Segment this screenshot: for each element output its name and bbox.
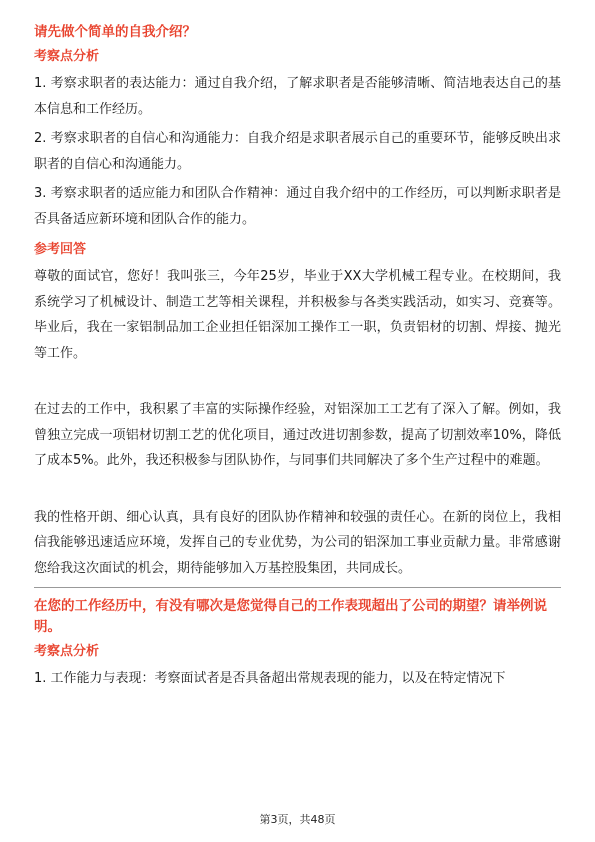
- answer-paragraph: 尊敬的面试官，您好！我叫张三，今年25岁，毕业于XX大学机械工程专业。在校期间，我系统学习了机械设计、制造工艺等相关课程，并积极参与各类实践活动，如实习、竞赛等。毕业后，我在一家铝制品加工企业担任铝深加工操作工一职，负责铝材的切割、焊接、抛光等工作。: [34, 269, 561, 361]
- answer-paragraph: 我的性格开朗、细心认真，具有良好的团队协作精神和较强的责任心。在新的岗位上，我相信我能够迅速适应环境，发挥自己的专业优势，为公司的铝深加工事业贡献力量。非常感谢您给我这次面试的机会，期待能够加入万基控股集团，共同成长。: [34, 509, 561, 576]
- analysis-item: 1. 工作能力与表现：考察面试者是否具备超出常规表现的能力，以及在特定情况下: [34, 671, 506, 686]
- question-title: 请先做个简单的自我介绍？: [34, 24, 196, 40]
- answer-paragraph: 在过去的工作中，我积累了丰富的实际操作经验，对铝深加工工艺有了深入了解。例如，我曾独立完成一项铝材切割工艺的优化项目，通过改进切割参数，提高了切割效率10%，降低了成本5%。此外，我还积极参与团队协作，与同事们共同解决了多个生产过程中的难题。: [34, 402, 561, 468]
- page-number: 第3页，共48页: [259, 813, 336, 826]
- analysis-item: 3. 考察求职者的适应能力和团队合作精神：通过自我介绍中的工作经历，可以判断求职者是否具备适应新环境和团队合作的能力。: [34, 186, 561, 227]
- section-divider: [34, 587, 561, 588]
- question-title: 在您的工作经历中，有没有哪次是您觉得自己的工作表现超出了公司的期望？请举例说明。: [34, 598, 547, 635]
- answer-label: 参考回答: [34, 242, 87, 257]
- document-page: [34, 22, 561, 696]
- analysis-item: 2. 考察求职者的自信心和沟通能力：自我介绍是求职者展示自己的重要环节，能够反映出求职者的自信心和沟通能力。: [34, 131, 561, 172]
- analysis-label: 考察点分析: [34, 49, 100, 64]
- analysis-item: 1. 考察求职者的表达能力：通过自我介绍，了解求职者是否能够清晰、简洁地表达自己的基本信息和工作经历。: [34, 76, 561, 117]
- analysis-label: 考察点分析: [34, 644, 100, 659]
